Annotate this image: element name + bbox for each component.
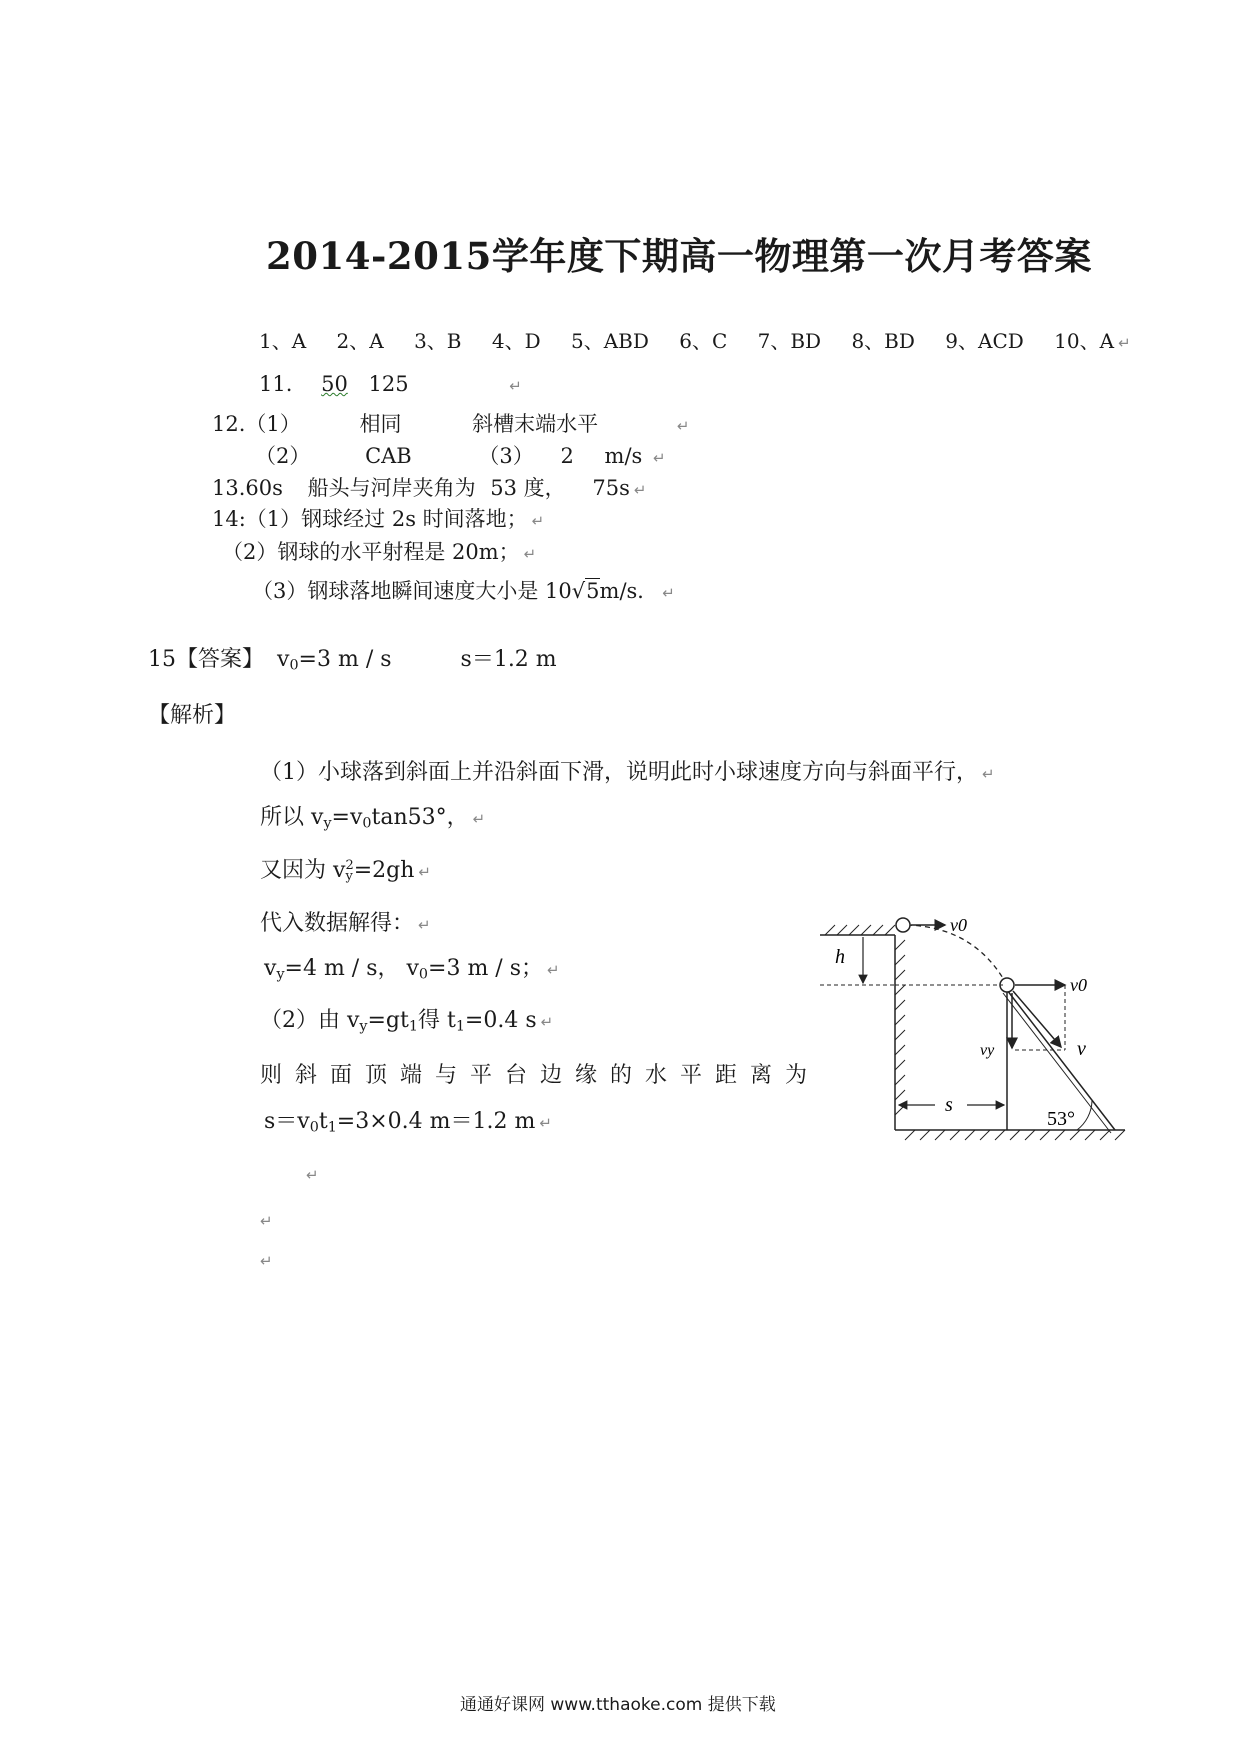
return-mark: ↵ xyxy=(676,417,690,435)
answer-15-v: v xyxy=(277,647,290,672)
analysis-line-1 xyxy=(260,755,995,786)
answer-14-radicand: 5 xyxy=(586,579,600,603)
sqrt-sign: √ xyxy=(571,579,586,603)
analysis-text-6d: =0.4 s xyxy=(464,1008,537,1033)
analysis-text-2c: tan53°， xyxy=(371,805,469,830)
answer-12-label: 12.（1） xyxy=(212,412,301,436)
answer-13-time: 13.60s xyxy=(212,476,283,500)
answer-11-value-2: 125 xyxy=(368,372,409,396)
answer-13-text: 船头与河岸夹角为 xyxy=(307,476,476,500)
subscript: 0 xyxy=(309,1119,319,1136)
answer-12-line-2 xyxy=(255,440,666,470)
return-mark: ↵ xyxy=(306,1166,319,1184)
v-arrow xyxy=(1013,991,1061,1047)
sup-sub-stack xyxy=(345,857,354,884)
mc-answer-9: 9、ACD xyxy=(945,329,1024,353)
return-mark: ↵ xyxy=(509,377,522,395)
mc-answer-5: 5、ABD xyxy=(570,329,649,353)
projectile-figure xyxy=(815,905,1135,1145)
subscript: 1 xyxy=(327,1119,337,1136)
return-mark: ↵ xyxy=(540,1013,554,1031)
analysis-line-3 xyxy=(260,853,431,884)
superscript: 2 xyxy=(345,857,354,873)
subscript: y xyxy=(359,1018,368,1035)
return-mark: ↵ xyxy=(260,1252,273,1270)
return-mark: ↵ xyxy=(418,863,431,881)
answer-15-s: s＝1.2 m xyxy=(460,647,557,672)
mc-answer-2: 2、A xyxy=(336,329,384,353)
label-h: h xyxy=(835,946,845,968)
answer-13-angle: 53 度， xyxy=(490,476,566,500)
analysis-heading: 【解析】 xyxy=(148,703,237,728)
answer-14-line-2 xyxy=(222,536,536,566)
answer-15-v-value: =3 m / s xyxy=(298,647,392,672)
answer-14-part2: （2）钢球的水平射程是 20m； xyxy=(222,540,520,564)
answer-12-label-2: （2） xyxy=(255,444,311,468)
mc-answers-line xyxy=(259,325,1131,354)
answer-15 xyxy=(148,642,557,674)
mc-answer-3: 3、B xyxy=(414,329,462,353)
return-mark: ↵ xyxy=(1118,334,1131,352)
analysis-text-3a: 又因为 v xyxy=(260,858,346,883)
analysis-line-5 xyxy=(264,951,560,983)
label-v: v xyxy=(1077,1038,1086,1060)
subscript: y xyxy=(276,966,285,983)
analysis-text-5a: v xyxy=(264,956,277,981)
mc-answer-7: 7、BD xyxy=(757,329,822,353)
return-mark: ↵ xyxy=(662,584,675,602)
answer-13 xyxy=(212,472,646,502)
mc-answer-6: 6、C xyxy=(679,329,728,353)
return-mark: ↵ xyxy=(260,1212,273,1230)
analysis-text-2a: 所以 v xyxy=(260,805,324,830)
label-v0-mid: v0 xyxy=(1070,975,1087,995)
answer-11 xyxy=(259,372,522,396)
answer-15-v-sub: 0 xyxy=(289,657,299,674)
analysis-line-8 xyxy=(264,1104,552,1136)
analysis-text-6a: （2）由 v xyxy=(260,1008,360,1033)
subscript: y xyxy=(323,815,332,832)
analysis-text-6b: =gt xyxy=(367,1008,409,1033)
answer-12-unit: m/s xyxy=(604,444,643,468)
answer-11-value-1: 50 xyxy=(321,372,348,396)
answer-11-label: 11. xyxy=(259,372,293,396)
answer-14-line-3 xyxy=(252,575,675,605)
page-footer: 通通好课网 www.tthaoke.com 提供下载 xyxy=(460,1695,776,1715)
answer-12-part4: 2 xyxy=(560,444,574,468)
label-angle: 53° xyxy=(1047,1108,1075,1130)
subscript: 0 xyxy=(362,815,372,832)
label-v0-top: v0 xyxy=(950,915,967,935)
answer-14-part3: （3）钢球落地瞬间速度大小是 10 xyxy=(252,579,572,603)
page-title: 2014-2015学年度下期高一物理第一次月考答案 xyxy=(266,234,1092,278)
analysis-text-2b: =v xyxy=(331,805,363,830)
return-mark: ↵ xyxy=(982,765,995,783)
return-mark: ↵ xyxy=(523,545,537,563)
analysis-text-1: （1）小球落到斜面上并沿斜面下滑，说明此时小球速度方向与斜面平行， xyxy=(260,760,978,785)
subscript: 1 xyxy=(455,1018,465,1035)
label-vy: vy xyxy=(980,1042,995,1059)
return-mark: ↵ xyxy=(539,1114,552,1132)
analysis-line-6 xyxy=(260,1003,553,1035)
analysis-text-8a: s＝v xyxy=(264,1109,310,1134)
answer-12-part2: 斜槽末端水平 xyxy=(472,412,599,436)
return-mark: ↵ xyxy=(531,512,545,530)
subscript: 0 xyxy=(418,966,429,983)
answer-12-label-3: （3） xyxy=(478,444,534,468)
analysis-line-2 xyxy=(260,800,485,832)
answer-12-part1: 相同 xyxy=(359,412,402,436)
return-mark: ↵ xyxy=(472,810,486,828)
analysis-line-4 xyxy=(260,906,431,937)
subscript: 1 xyxy=(408,1018,418,1035)
ball-start xyxy=(896,918,910,932)
analysis-text-8c: =3×0.4 m＝1.2 m xyxy=(336,1109,536,1134)
answer-12-line-1 xyxy=(212,408,689,438)
answer-12-part3: CAB xyxy=(365,444,412,468)
return-mark: ↵ xyxy=(653,449,666,467)
return-mark: ↵ xyxy=(418,916,431,934)
mc-answer-4: 4、D xyxy=(491,329,541,353)
mc-answer-10: 10、A xyxy=(1054,329,1115,353)
mc-answer-1: 1、A xyxy=(259,329,307,353)
mc-answer-8: 8、BD xyxy=(851,329,915,353)
return-mark: ↵ xyxy=(547,961,560,979)
analysis-text-5b: =4 m / s， v xyxy=(284,956,419,981)
return-mark: ↵ xyxy=(633,481,647,499)
analysis-text-4: 代入数据解得： xyxy=(260,911,415,936)
answer-13-time-2: 75s xyxy=(592,476,630,500)
ground xyxy=(895,1130,1125,1140)
analysis-text-6c: 得 t xyxy=(417,1008,456,1033)
answer-14-part1: 14:（1）钢球经过 2s 时间落地； xyxy=(212,507,528,531)
subscript: y xyxy=(345,869,353,884)
answer-14-line-1 xyxy=(212,503,544,533)
analysis-text-3b: =2gh xyxy=(353,858,415,883)
label-s: s xyxy=(945,1094,953,1116)
analysis-text-5c: =3 m / s； xyxy=(428,956,544,981)
answer-14-unit: m/s． xyxy=(599,579,659,603)
answer-15-label: 15【答案】 xyxy=(148,647,264,672)
analysis-text-8b: t xyxy=(318,1109,328,1134)
analysis-line-7: 则斜面顶端与平台边缘的水平距离为 xyxy=(260,1063,821,1088)
